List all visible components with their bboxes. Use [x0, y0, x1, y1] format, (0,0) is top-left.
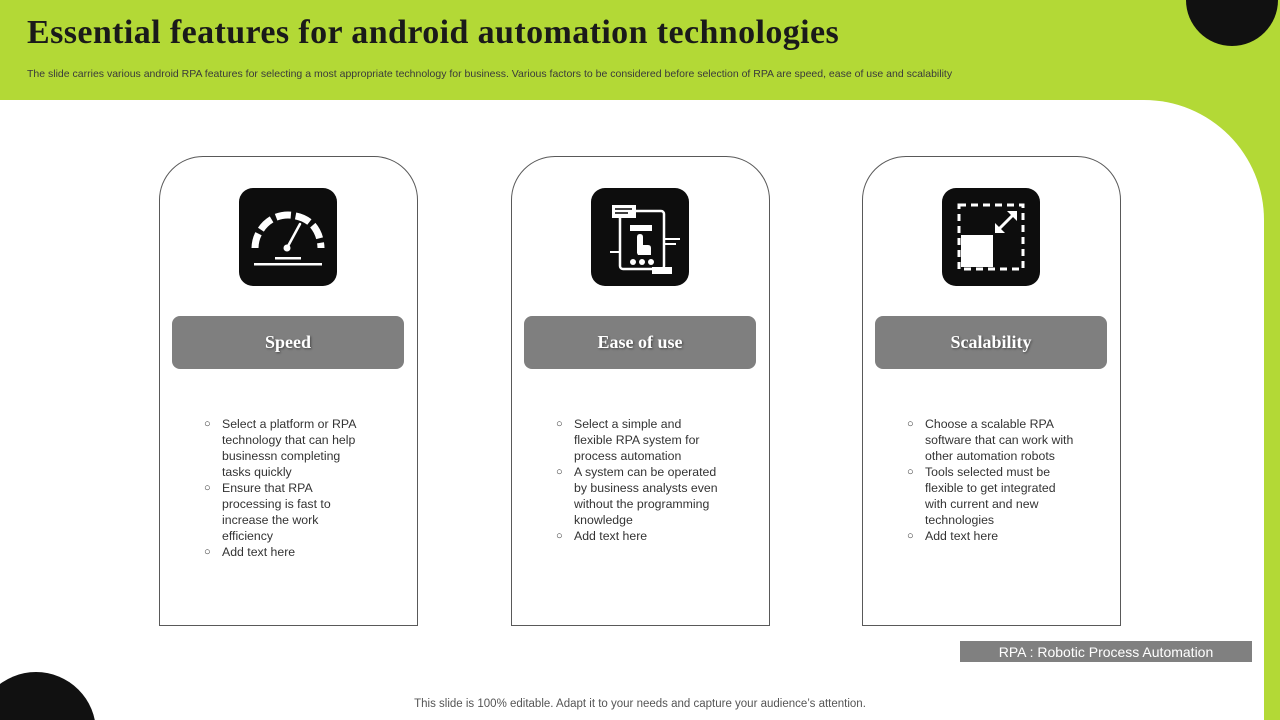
icon-tile	[591, 188, 689, 286]
bullet-item: ○ Ensure that RPA processing is fast to increase the work efficiency	[204, 480, 334, 544]
bullet-item: ○ Choose a scalable RPA software that can work with other automation robots	[907, 416, 1077, 464]
feature-label-scalability: Scalability	[875, 316, 1107, 369]
bottom-note: This slide is 100% editable. Adapt it to your needs and capture your audience’s attention.	[414, 698, 866, 710]
bullet-list	[556, 416, 756, 544]
icon-tile	[239, 188, 337, 286]
bullet-item: ○ A system can be operated by business analysts even without the programming knowledge	[556, 464, 731, 528]
slide-title: Essential features for android automation technologies	[27, 14, 840, 51]
feature-label-ease-of-use: Ease of use	[524, 316, 756, 369]
decorative-circle-top	[1186, 0, 1278, 46]
feature-card-speed	[159, 156, 418, 626]
bullet-item: ○ Add text here	[204, 544, 404, 560]
bullet-item: ○ Add text here	[907, 528, 1107, 544]
footnote-box: RPA : Robotic Process Automation	[960, 641, 1252, 662]
bullet-list	[907, 416, 1107, 544]
slide-subtitle: The slide carries various android RPA features for selecting a most appropriate technology for business. Various factors to be considered before selection of RPA are speed, ease of use and scalability	[27, 68, 953, 80]
icon-tile	[942, 188, 1040, 286]
bullet-item: ○ Select a platform or RPA technology that can help businessn completing tasks quickly	[204, 416, 369, 480]
touch-device-icon	[600, 197, 680, 277]
bullet-item: ○ Select a simple and flexible RPA system for process automation	[556, 416, 716, 464]
bullet-list	[204, 416, 404, 560]
speedometer-icon	[248, 205, 328, 269]
feature-card-scalability	[862, 156, 1121, 626]
bullet-item: ○ Add text here	[556, 528, 756, 544]
expand-arrows-icon	[951, 197, 1031, 277]
bullet-item: ○ Tools selected must be flexible to get integrated with current and new technologies	[907, 464, 1072, 528]
feature-card-ease-of-use	[511, 156, 770, 626]
feature-label-speed: Speed	[172, 316, 404, 369]
